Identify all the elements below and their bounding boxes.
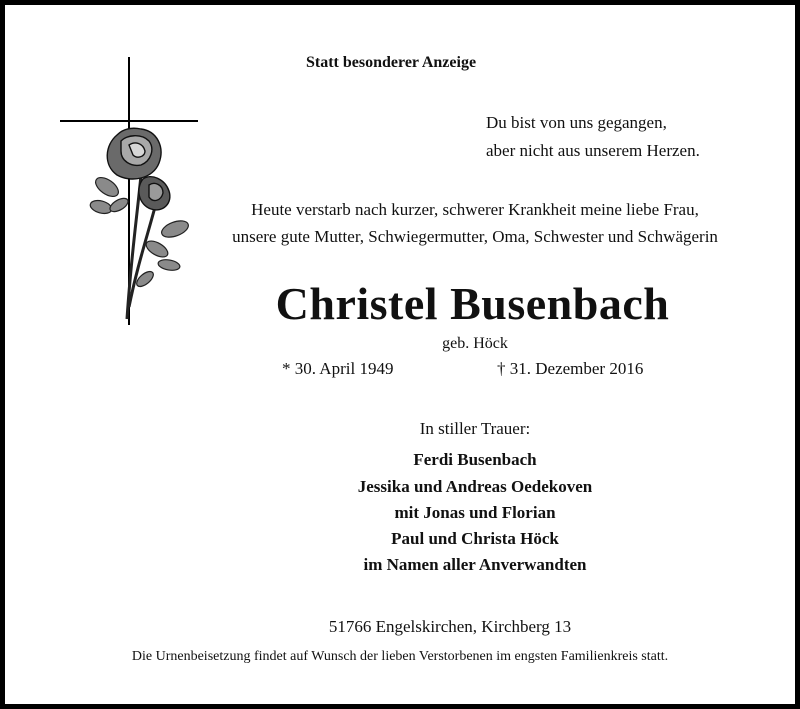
intro-line: Heute verstarb nach kurzer, schwerer Krankheit meine liebe Frau, [251, 200, 699, 219]
verse-line: Du bist von uns gegangen, [486, 113, 667, 132]
mourner-name: mit Jonas und Florian [394, 503, 556, 522]
deceased-name: Christel Busenbach [275, 278, 670, 329]
death-date: † 31. Dezember 2016 [497, 359, 644, 378]
mourner-name: Ferdi Busenbach [413, 450, 537, 469]
mourner-name: Paul und Christa Höck [391, 529, 559, 548]
mourner-name: Jessika und Andreas Oedekoven [357, 477, 593, 496]
birth-date: * 30. April 1949 [282, 359, 394, 378]
burial-note: Die Urnenbeisetzung findet auf Wunsch der lieben Verstorbenen im engsten Familienkreis statt. [131, 649, 669, 664]
obituary-notice: Statt besonderer Anzeige Du bist von uns gegangen, aber nicht aus unserem Herzen. Heute verstarb nach kurzer, schwerer Krankheit meine liebe Frau, unsere gute Mutter, Schwiegermutter, Oma, Schwester und Schwägerin Christel Busenbach geb. Höck * 30. April 1949 † 31. Dezember 2016 In stiller Trauer: Ferdi Busenbach Jessika und Andreas Oedekoven mit Jonas und Florian Paul und Christa Höck im Namen aller Anverwandten 51766 Engelskirchen, Kirchberg 13 Die Urnenbeisetzung findet auf Wunsch der lieben Verstorbenen im engsten Familienkreis statt. [0, 0, 800, 709]
birth-name: geb. Höck [442, 335, 508, 352]
family-address: 51766 Engelskirchen, Kirchberg 13 [328, 617, 572, 636]
intro-line: unsere gute Mutter, Schwiegermutter, Oma, Schwester und Schwägerin [232, 227, 718, 246]
mourner-name: im Namen aller Anverwandten [363, 555, 587, 574]
verse-line: aber nicht aus unserem Herzen. [486, 141, 700, 160]
mourning-intro: In stiller Trauer: [419, 419, 531, 438]
